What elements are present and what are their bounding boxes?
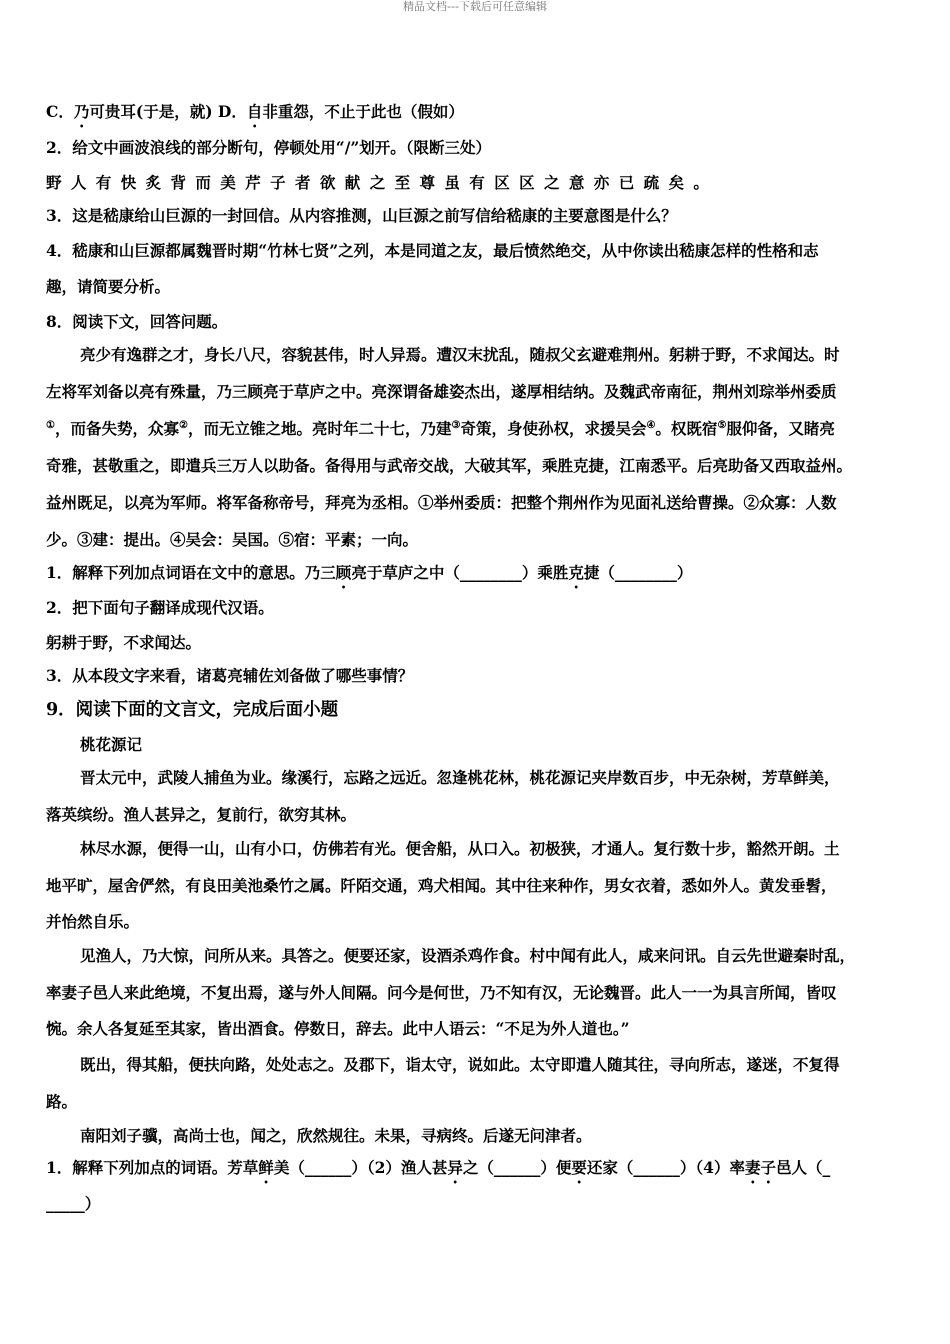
passage-line: 惋。余人各复延至其家，皆出酒食。停数日，辞去。此中人语云：“不足为外人道也。” <box>46 1019 630 1038</box>
passage-line: 率妻子邑人来此绝境，不复出焉，遂与外人间隔。问今是何世，乃不知有汉，无论魏晋。此人一一为具言所闻，皆叹 <box>46 983 837 1002</box>
section-8-title: 8．阅读下文，回答问题。 <box>46 312 228 331</box>
section-9-title: 9．阅读下面的文言文，完成后面小题 <box>46 700 339 720</box>
question-8-2: 2．把下面句子翻译成现代汉语。 <box>46 598 274 617</box>
dotted-char: 鲜 <box>258 1158 274 1177</box>
dotted-char: 克 <box>568 563 584 582</box>
question-8-1: 1．解释下列加点词语在文中的意思。乃三顾亮于草庐之中（________）乘胜克捷（________） <box>46 563 693 582</box>
passage-line: 益州既足，以亮为军师。将军备称帝号，拜亮为丞相。①举州委质：把整个荆州作为见面礼送给曹操。②众寡：人数 <box>46 493 837 512</box>
dotted-char: 乃 <box>73 102 90 121</box>
passage-line: 落英缤纷。渔人甚异之，复前行，欲穷其林。 <box>46 805 357 824</box>
option-line-cd: C．乃可贵耳(于是，就) D．自非重怨，不止于此也（假如） <box>46 102 464 121</box>
translate-sentence: 躬耕于野，不求闻达。 <box>46 633 202 652</box>
passage-line: 地平旷，屋舍俨然，有良田美池桑竹之属。阡陌交通，鸡犬相闻。其中往来种作，男女衣着，悉如外人。黄发垂髫， <box>46 876 837 895</box>
dotted-char: 自 <box>246 102 263 121</box>
dotted-char: 妻子 <box>744 1158 776 1177</box>
passage-line: 并怡然自乐。 <box>46 912 140 931</box>
question-9-1-cont: _____） <box>46 1194 101 1213</box>
passage-line: 见渔人，乃大惊，问所从来。具答之。便要还家，设酒杀鸡作食。村中闻有此人，咸来问讯。自云先世避秦时乱， <box>80 946 856 965</box>
dotted-char: 要 <box>571 1158 587 1177</box>
essay-title: 桃花源记 <box>80 735 143 754</box>
dotted-char: 异 <box>447 1158 463 1177</box>
passage-line: 左将军刘备以亮有殊量，乃三顾亮于草庐之中。亮深谓备雄姿杰出，遂厚相结纳。及魏武帝南征，荆州刘琮举州委质 <box>46 382 837 401</box>
passage-line: 南阳刘子骥，高尚士也，闻之，欣然规往。未果，寻病终。后遂无问津者。 <box>80 1126 592 1145</box>
passage-line: 奇雅，甚敬重之，即遣兵三万人以助备。备得用与武帝交战，大破其军，乘胜克捷，江南悉平。后亮助备又西取益州。 <box>46 456 853 475</box>
question-8-3: 3．从本段文字来看，诸葛亮辅佐刘备做了哪些事情？ <box>46 666 414 685</box>
question-3: 3．这是嵇康给山巨源的一封回信。从内容推测，山巨源之前写信给嵇康的主要意图是什么？ <box>46 206 677 225</box>
passage-line: 亮少有逸群之才，身长八尺，容貌甚伟，时人异焉。遭汉末扰乱，随叔父玄避难荆州。躬耕于野，不求闻达。时 <box>80 345 840 364</box>
question-4-cont: 趣，请简要分析。 <box>46 277 171 296</box>
passage-line: 路。 <box>46 1092 78 1111</box>
passage-line: 既出，得其船，便扶向路，处处志之。及郡下，诣太守，说如此。太守即遣人随其往，寻向所志，遂迷，不复得 <box>80 1055 840 1074</box>
passage-line: ①，而备失势，众寡②，而无立锥之地。亮时年二十七，乃建③奇策，身使孙权，求援吴会④。权既宿⑤服仰备，又睹亮 <box>46 419 835 438</box>
passage-line: 少。③建：提出。④吴会：吴国。⑤宿：平素；一向。 <box>46 530 419 549</box>
question-9-1: 1．解释下列加点的词语。芳草鲜美（______）（2）渔人甚异之（______）便要还家（______）（4）率妻子邑人（_ <box>46 1158 831 1177</box>
question-4: 4．嵇康和山巨源都属魏晋时期“竹林七贤”之列，本是同道之友，最后愤然绝交，从中你读出嵇康怎样的性格和志 <box>46 241 819 260</box>
dotted-char: 顾 <box>335 563 352 582</box>
question-2: 2．给文中画波浪线的部分断句，停顿处用“/”划开。（限断三处） <box>46 138 492 157</box>
passage-line: 晋太元中，武陵人捕鱼为业。缘溪行，忘路之远近。忽逢桃花林，桃花源记夹岸数百步，中无杂树，芳草鲜美， <box>80 768 840 787</box>
passage-line: 林尽水源，便得一山，山有小口，仿佛若有光。便舍船，从口入。初极狭，才通人。复行数十步，豁然开朗。土 <box>80 839 840 858</box>
page-header: 精品文档---下载后可任意编辑 <box>403 0 547 13</box>
punctuation-passage: 野人有快炙背而美芹子者欲献之至尊虽有区区之意亦已疏矣。 <box>46 173 719 192</box>
